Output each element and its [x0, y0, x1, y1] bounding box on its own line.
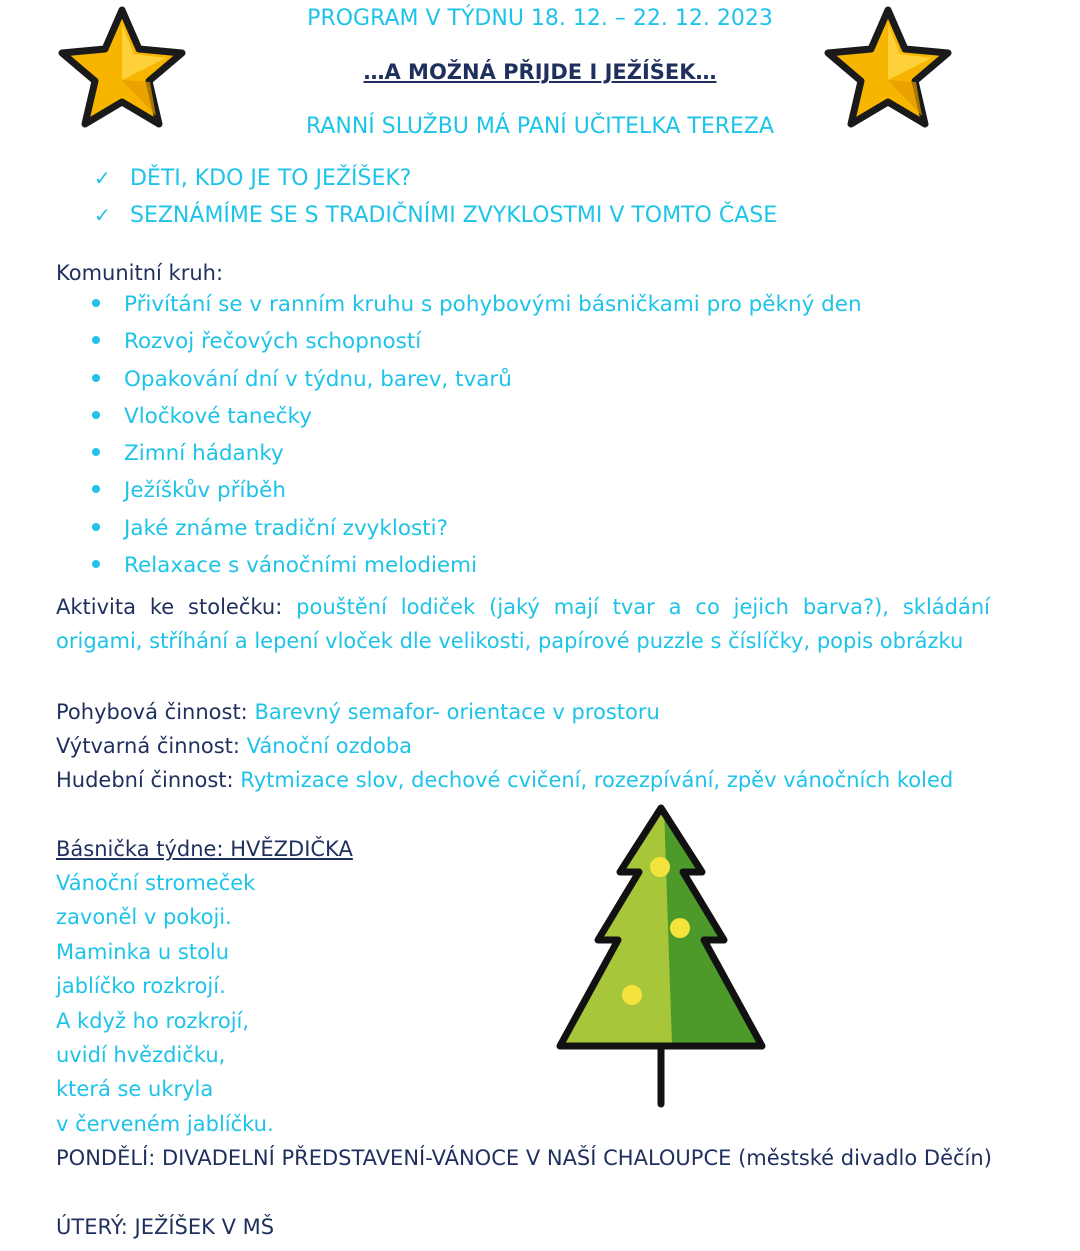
check-icon: ✓	[94, 203, 111, 227]
art-label: Výtvarná činnost:	[56, 734, 240, 758]
bullet-icon	[92, 560, 100, 568]
goals-list	[94, 166, 777, 240]
poem-line: zavoněl v pokoji.	[56, 905, 232, 930]
program-title: PROGRAM V TÝDNU 18. 12. – 22. 12. 2023	[307, 6, 773, 31]
morning-service-note: RANNÍ SLUŽBU MÁ PANÍ UČITELKA TEREZA	[305, 114, 775, 139]
movement-text: Barevný semafor- orientace v prostoru	[254, 700, 660, 724]
bullet-icon	[92, 448, 100, 456]
music-text: Rytmizace slov, dechové cvičení, rozezpívání, zpěv vánočních koled	[240, 768, 954, 792]
program-subtitle: …A MOŽNÁ PŘIJDE I JEŽÍŠEK…	[363, 60, 717, 84]
poem-line: uvidí hvězdičku,	[56, 1042, 226, 1067]
poem-line: A když ho rozkrojí,	[56, 1008, 250, 1033]
goal-item	[94, 166, 777, 203]
list-item	[92, 516, 862, 553]
poem-line: jablíčko rozkrojí.	[56, 974, 226, 999]
list-item-text: Opakování dní v týdnu, barev, tvarů	[124, 366, 512, 392]
list-item	[92, 404, 862, 441]
list-item	[92, 553, 862, 590]
goal-text: SEZNÁMÍME SE S TRADIČNÍMI ZVYKLOSTMI V TOMTO ČASE	[130, 203, 778, 228]
monday-note: PONDĚLÍ: DIVADELNÍ PŘEDSTAVENÍ-VÁNOCE V NAŠÍ CHALOUPCE (městské divadlo Děčín)	[56, 1146, 992, 1170]
movement-label: Pohybová činnost:	[56, 700, 248, 724]
bullet-icon	[92, 299, 100, 307]
poem-line: v červeném jablíčku.	[56, 1111, 274, 1136]
activity-text: pouštění lodiček (jaký mají tvar a co jejich barva?), skládání origami, stříhání a lepení vloček dle velikosti, papírové puzzle s číslíčky, popis obrázku	[56, 595, 990, 654]
poem-line: která se ukryla	[56, 1077, 214, 1102]
list-item-text: Přivítání se v ranním kruhu s pohybovými básničkami pro pěkný den	[124, 292, 862, 317]
movement-paragraph	[56, 695, 990, 729]
list-item	[92, 441, 862, 478]
bullet-icon	[92, 336, 100, 344]
list-item-text: Relaxace s vánočními melodiemi	[124, 553, 478, 579]
community-circle-list	[92, 292, 862, 590]
poem-line: Vánoční stromeček	[56, 871, 256, 895]
goal-item	[94, 203, 777, 240]
bullet-icon	[92, 374, 100, 382]
art-text: Vánoční ozdoba	[246, 734, 413, 758]
list-item-text: Vločkové tanečky	[124, 403, 312, 429]
goal-text: DĚTI, KDO JE TO JEŽÍŠEK?	[130, 166, 412, 191]
bullet-icon	[92, 485, 100, 493]
ornament-icon	[650, 857, 670, 877]
community-circle-heading: Komunitní kruh:	[56, 261, 224, 285]
list-item	[92, 329, 862, 366]
poem-lines	[56, 866, 274, 1141]
check-icon: ✓	[94, 166, 111, 190]
ornament-icon	[622, 985, 642, 1005]
christmas-tree-icon	[554, 800, 768, 1112]
list-item	[92, 367, 862, 404]
music-label: Hudební činnost:	[56, 768, 234, 792]
bullet-icon	[92, 411, 100, 419]
art-paragraph	[56, 729, 990, 763]
list-item	[92, 292, 862, 329]
poem-line: Maminka u stolu	[56, 939, 230, 964]
ornament-icon	[670, 918, 690, 938]
activity-label: Aktivita ke stolečku:	[56, 595, 283, 619]
list-item	[92, 478, 862, 515]
music-paragraph	[56, 763, 990, 797]
list-item-text: Zimní hádanky	[124, 441, 284, 467]
bullet-icon	[92, 523, 100, 531]
activity-paragraph	[56, 590, 990, 659]
list-item-text: Jaké známe tradiční zvyklosti?	[124, 515, 449, 541]
poem-title: Básnička týdne: HVĚZDIČKA	[56, 837, 353, 861]
list-item-text: Ježíškův příběh	[124, 478, 286, 504]
list-item-text: Rozvoj řečových schopností	[124, 329, 422, 355]
tuesday-note: ÚTERÝ: JEŽÍŠEK V MŠ	[56, 1215, 275, 1239]
